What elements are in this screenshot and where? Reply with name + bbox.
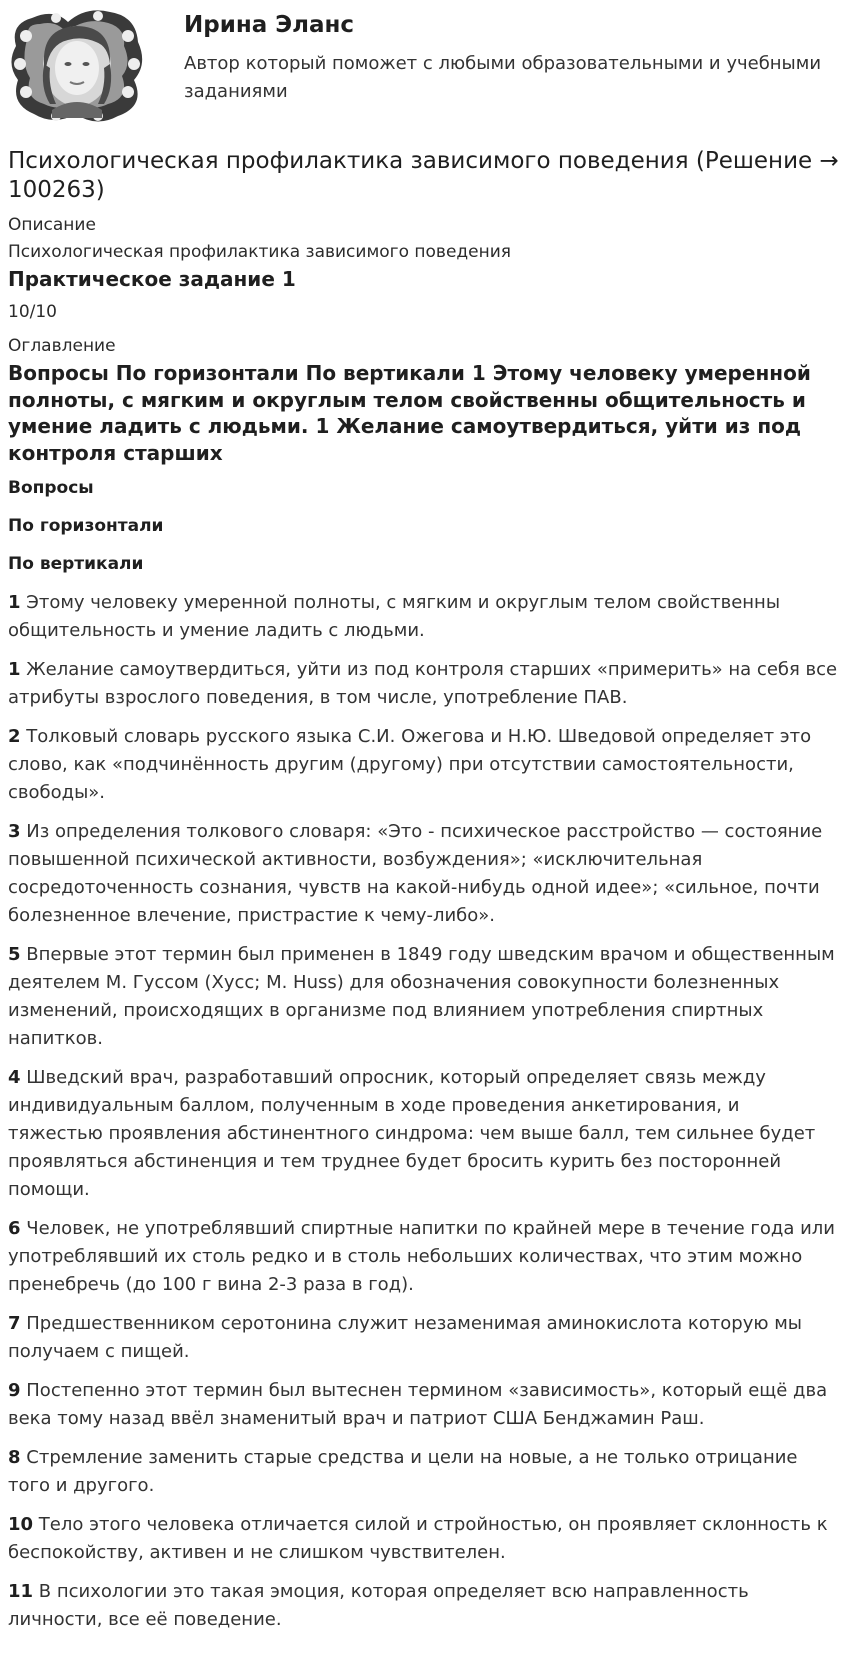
section-questions: Вопросы (8, 478, 94, 498)
question-text: Впервые этот термин был применен в 1849 году шведским врачом и общественным деятелем М. Гуссом (Хусс; M. Huss) для обозначения совокупности болезненных изменений, происходящих в организме под влиянием употребления спиртных напитков. (8, 944, 835, 1049)
question-text: Постепенно этот термин был вытеснен термином «зависимость», который ещё два века тому назад ввёл знаменитый врач и патриот США Бенджамин Раш. (8, 1380, 828, 1429)
question-number: 10 (8, 1514, 34, 1535)
question-number: 7 (8, 1313, 21, 1334)
question-text: Из определения толкового словаря: «Это - психическое расстройство — состояние повышенной психической активности, возбуждения»; «исключительная сосредоточенность сознания, чувств на какой-нибудь одной идее»; «сильное, почти болезненное влечение, пристрастие к чему-либо». (8, 821, 823, 926)
question-text: Тело этого человека отличается силой и стройностью, он проявляет склонность к беспокойству, активен и не слишком чувствителен. (8, 1514, 828, 1563)
avatar-image (6, 6, 148, 126)
question-item (8, 589, 839, 645)
question-item (8, 1377, 839, 1433)
question-item (8, 656, 839, 712)
document-content (0, 147, 847, 1634)
author-description: Автор который поможет с любыми образовательными и учебными заданиями (184, 53, 822, 102)
toc-label: Оглавление (8, 336, 116, 356)
question-item (8, 818, 839, 930)
question-item (8, 1215, 839, 1299)
question-number: 9 (8, 1380, 21, 1401)
description-text: Психологическая профилактика зависимого поведения (8, 242, 512, 262)
section-horizontal: По горизонтали (8, 516, 164, 536)
question-text: Желание самоутвердиться, уйти из под контроля старших «примерить» на себя все атрибуты взрослого поведения, в том числе, употребление ПАВ. (8, 659, 838, 708)
question-text: Толковый словарь русского языка С.И. Ожегова и Н.Ю. Шведовой определяет это слово, как «подчинённость другим (другому) при отсутствии самостоятельности, свободы». (8, 726, 812, 803)
question-item (8, 941, 839, 1053)
question-number: 6 (8, 1218, 21, 1239)
question-text: Этому человеку умеренной полноты, с мягким и округлым телом свойственны общительность и умение ладить с людьми. (8, 592, 781, 641)
question-number: 1 (8, 659, 21, 680)
question-text: Предшественником серотонина служит незаменимая аминокислота которую мы получаем с пищей. (8, 1313, 803, 1362)
question-item (8, 1444, 839, 1500)
author-name[interactable]: Ирина Эланс (184, 12, 355, 38)
section-vertical: По вертикали (8, 554, 144, 574)
question-number: 2 (8, 726, 21, 747)
question-item (8, 1511, 839, 1567)
question-number: 1 (8, 592, 21, 613)
question-number: 8 (8, 1447, 21, 1468)
question-item (8, 1578, 839, 1634)
question-text: Шведский врач, разработавший опросник, который определяет связь между индивидуальным баллом, полученным в ходе проведения анкетирования, и тяжестью проявления абстинентного синдрома: чем выше балл, тем сильнее будет проявляться абстиненция и тем труднее будет бросить курить без посторонней помощи. (8, 1067, 816, 1200)
question-number: 3 (8, 821, 21, 842)
question-text: Стремление заменить старые средства и цели на новые, а не только отрицание того и другого. (8, 1447, 798, 1496)
question-item (8, 723, 839, 807)
question-item (8, 1310, 839, 1366)
task-title: Практическое задание 1 (8, 267, 296, 291)
question-list (8, 589, 839, 1634)
toc-heading: Вопросы По горизонтали По вертикали 1 Этому человеку умеренной полноты, с мягким и округлым телом свойственны общительность и умение ладить с людьми. 1 Желание самоутвердиться, уйти из под контроля старших (8, 361, 811, 465)
score-value: 10/10 (8, 302, 57, 322)
question-number: 5 (8, 944, 21, 965)
author-block (0, 0, 847, 140)
question-number: 11 (8, 1581, 34, 1602)
page-title: Психологическая профилактика зависимого поведения (Решение → 100263) (8, 148, 839, 203)
description-label: Описание (8, 215, 96, 235)
question-number: 4 (8, 1067, 21, 1088)
question-item (8, 1064, 839, 1204)
author-avatar[interactable] (6, 6, 148, 126)
question-text: Человек, не употреблявший спиртные напитки по крайней мере в течение года или употреблявший их столь редко и в столь небольших количествах, что этим можно пренебречь (до 100 г вина 2-3 раза в год). (8, 1218, 835, 1295)
question-text: В психологии это такая эмоция, которая определяет всю направленность личности, все её поведение. (8, 1581, 749, 1630)
